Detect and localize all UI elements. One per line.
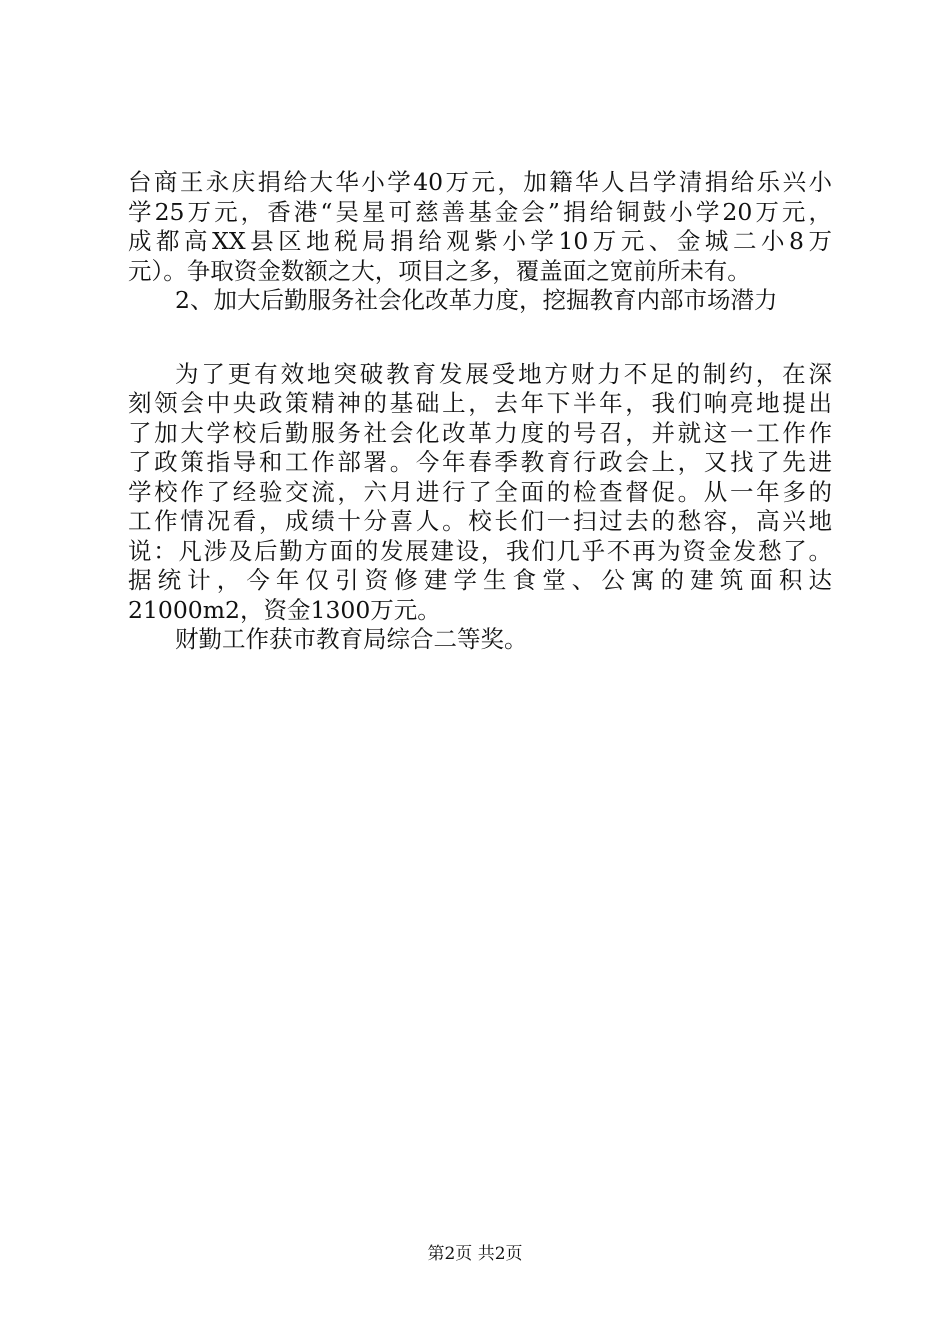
- text-line: 成都高XX县区地税局捐给观紫小学10万元、金城二小8万: [128, 227, 832, 255]
- section-heading: 2、加大后勤服务社会化改革力度，挖掘教育内部市场潜力: [175, 286, 778, 314]
- text-line: 21000m2，资金1300万元。: [128, 595, 441, 624]
- text-line: 据统计，今年仅引资修建学生食堂、公寓的建筑面积达: [128, 566, 832, 594]
- paragraph-award: 财勤工作获市教育局综合二等奖。: [175, 625, 528, 653]
- page-number-footer: 第2页 共2页: [427, 1244, 523, 1264]
- text-line: 元）。争取资金数额之大，项目之多，覆盖面之宽前所未有。: [128, 256, 751, 285]
- text-line: 说：凡涉及后勤方面的发展建设，我们几乎不再为资金发愁了。: [128, 536, 832, 565]
- text-line: 刻领会中央政策精神的基础上，去年下半年，我们响亮地提出: [128, 389, 832, 417]
- text-line: 学25万元，香港“吴星可慈善基金会”捐给铜鼓小学20万元，: [128, 197, 832, 226]
- paragraph-logistics-reform: [128, 360, 832, 626]
- text-line: 了政策指导和工作部署。今年春季教育行政会上，又找了先进: [128, 448, 832, 476]
- text-line: 工作情况看，成绩十分喜人。校长们一扫过去的愁容，高兴地: [128, 507, 832, 535]
- text-line: 台商王永庆捐给大华小学40万元，加籍华人吕学清捐给乐兴小: [128, 168, 832, 196]
- paragraph-spacer: [128, 316, 832, 360]
- text-line: 学校作了经验交流，六月进行了全面的检查督促。从一年多的: [128, 477, 832, 506]
- text-line: 了加大学校后勤服务社会化改革力度的号召，并就这一工作作: [128, 418, 832, 447]
- paragraph-donations: [128, 168, 832, 286]
- text-line: 为了更有效地突破教育发展受地方财力不足的制约，在深: [175, 359, 832, 388]
- document-body: [128, 168, 832, 655]
